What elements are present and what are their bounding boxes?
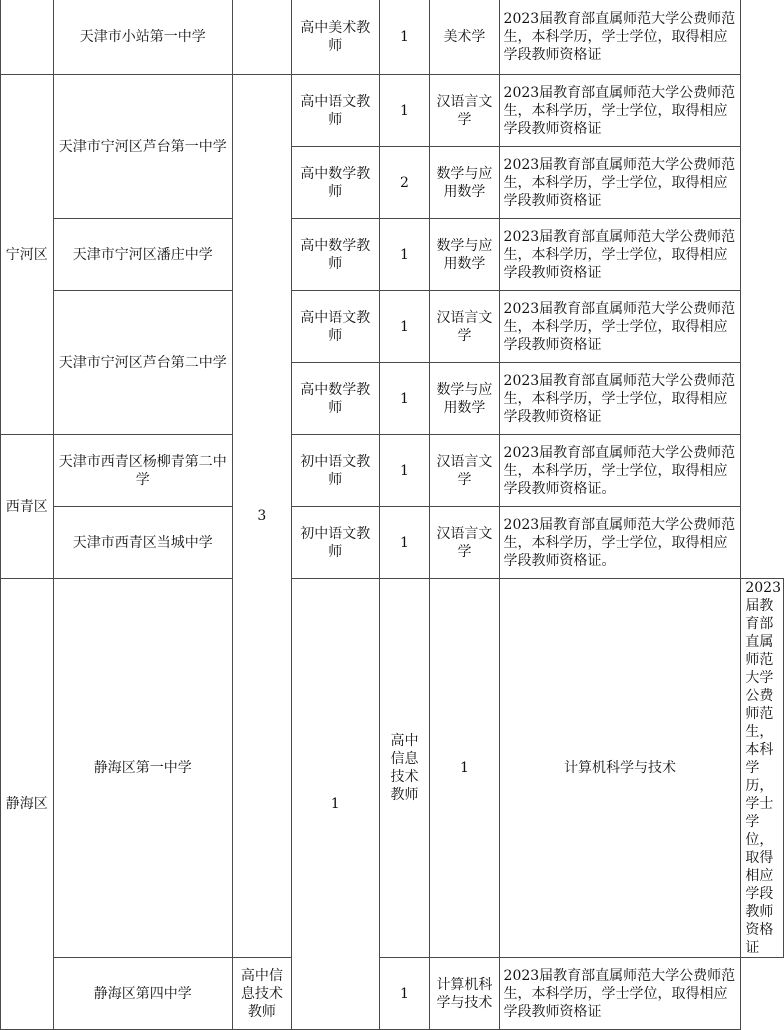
num-cell: 1 xyxy=(379,958,430,1030)
district-cell xyxy=(1,0,54,75)
district-cell: 静海区 xyxy=(1,579,54,1030)
position-cell: 初中语文教师 xyxy=(291,507,379,579)
position-cell: 高中数学教师 xyxy=(291,147,379,219)
requirement-cell: 2023届教育部直属师范大学公费师范生，本科学历，学士学位，取得相应学段教师资格证 xyxy=(499,147,741,219)
requirement-cell: 2023届教育部直属师范大学公费师范生，本科学历，学士学位，取得相应学段教师资格证 xyxy=(499,291,741,363)
num-cell: 2 xyxy=(379,147,430,219)
position-cell: 高中美术教师 xyxy=(291,0,379,75)
position-cell: 高中数学教师 xyxy=(291,363,379,435)
requirement-cell: 2023届教育部直属师范大学公费师范生，本科学历，学士学位，取得相应学段教师资格证 xyxy=(741,579,784,958)
num-cell: 1 xyxy=(379,0,430,75)
position-cell: 高中语文教师 xyxy=(291,291,379,363)
table-row xyxy=(1,958,784,1030)
school-cell: 天津市西青区杨柳青第二中学 xyxy=(53,435,232,507)
district-cell: 宁河区 xyxy=(1,75,54,435)
position-cell: 高中数学教师 xyxy=(291,219,379,291)
major-cell: 汉语言文学 xyxy=(430,507,499,579)
position-cell: 初中语文教师 xyxy=(291,435,379,507)
requirement-cell: 2023届教育部直属师范大学公费师范生，本科学历，学士学位，取得相应学段教师资格证 xyxy=(499,0,741,75)
requirement-cell: 2023届教育部直属师范大学公费师范生，本科学历，学士学位，取得相应学段教师资格证 xyxy=(499,75,741,147)
school-cell: 天津市小站第一中学 xyxy=(53,0,232,75)
major-cell: 计算机科学与技术 xyxy=(430,958,499,1030)
major-cell: 汉语言文学 xyxy=(430,75,499,147)
school-cell: 静海区第一中学 xyxy=(53,579,232,958)
num-cell: 1 xyxy=(379,363,430,435)
count-cell: 3 xyxy=(232,75,291,958)
major-cell: 数学与应用数学 xyxy=(430,147,499,219)
major-cell: 汉语言文学 xyxy=(430,435,499,507)
requirement-cell: 2023届教育部直属师范大学公费师范生，本科学历，学士学位，取得相应学段教师资格证 xyxy=(499,219,741,291)
major-cell: 美术学 xyxy=(430,0,499,75)
num-cell: 1 xyxy=(430,579,499,958)
position-cell: 高中语文教师 xyxy=(291,75,379,147)
num-cell: 1 xyxy=(379,291,430,363)
major-cell: 数学与应用数学 xyxy=(430,363,499,435)
num-cell: 1 xyxy=(379,219,430,291)
count-cell xyxy=(232,0,291,75)
requirement-cell: 2023届教育部直属师范大学公费师范生，本科学历，学士学位，取得相应学段教师资格证 xyxy=(499,958,741,1030)
major-cell: 计算机科学与技术 xyxy=(499,579,741,958)
position-cell: 高中信息技术教师 xyxy=(379,579,430,958)
num-cell: 1 xyxy=(379,507,430,579)
school-cell: 天津市宁河区潘庄中学 xyxy=(53,219,232,291)
table-row xyxy=(1,75,784,147)
requirement-cell: 2023届教育部直属师范大学公费师范生，本科学历，学士学位，取得相应学段教师资格证 xyxy=(499,363,741,435)
requirement-cell: 2023届教育部直属师范大学公费师范生，本科学历，学士学位，取得相应学段教师资格证。 xyxy=(499,435,741,507)
school-cell: 天津市宁河区芦台第一中学 xyxy=(53,75,232,219)
table-row xyxy=(1,291,784,363)
school-cell: 天津市宁河区芦台第二中学 xyxy=(53,291,232,435)
table-row xyxy=(1,219,784,291)
requirement-cell: 2023届教育部直属师范大学公费师范生，本科学历，学士学位，取得相应学段教师资格证。 xyxy=(499,507,741,579)
district-cell: 西青区 xyxy=(1,435,54,579)
table-row xyxy=(1,435,784,507)
num-cell: 1 xyxy=(379,435,430,507)
table-row xyxy=(1,579,784,958)
count-cell: 1 xyxy=(291,579,379,1030)
school-cell: 天津市西青区当城中学 xyxy=(53,507,232,579)
position-cell: 高中信息技术教师 xyxy=(232,958,291,1030)
table-row xyxy=(1,0,784,75)
table-row xyxy=(1,507,784,579)
school-cell: 静海区第四中学 xyxy=(53,958,232,1030)
major-cell: 汉语言文学 xyxy=(430,291,499,363)
num-cell: 1 xyxy=(379,75,430,147)
major-cell: 数学与应用数学 xyxy=(430,219,499,291)
